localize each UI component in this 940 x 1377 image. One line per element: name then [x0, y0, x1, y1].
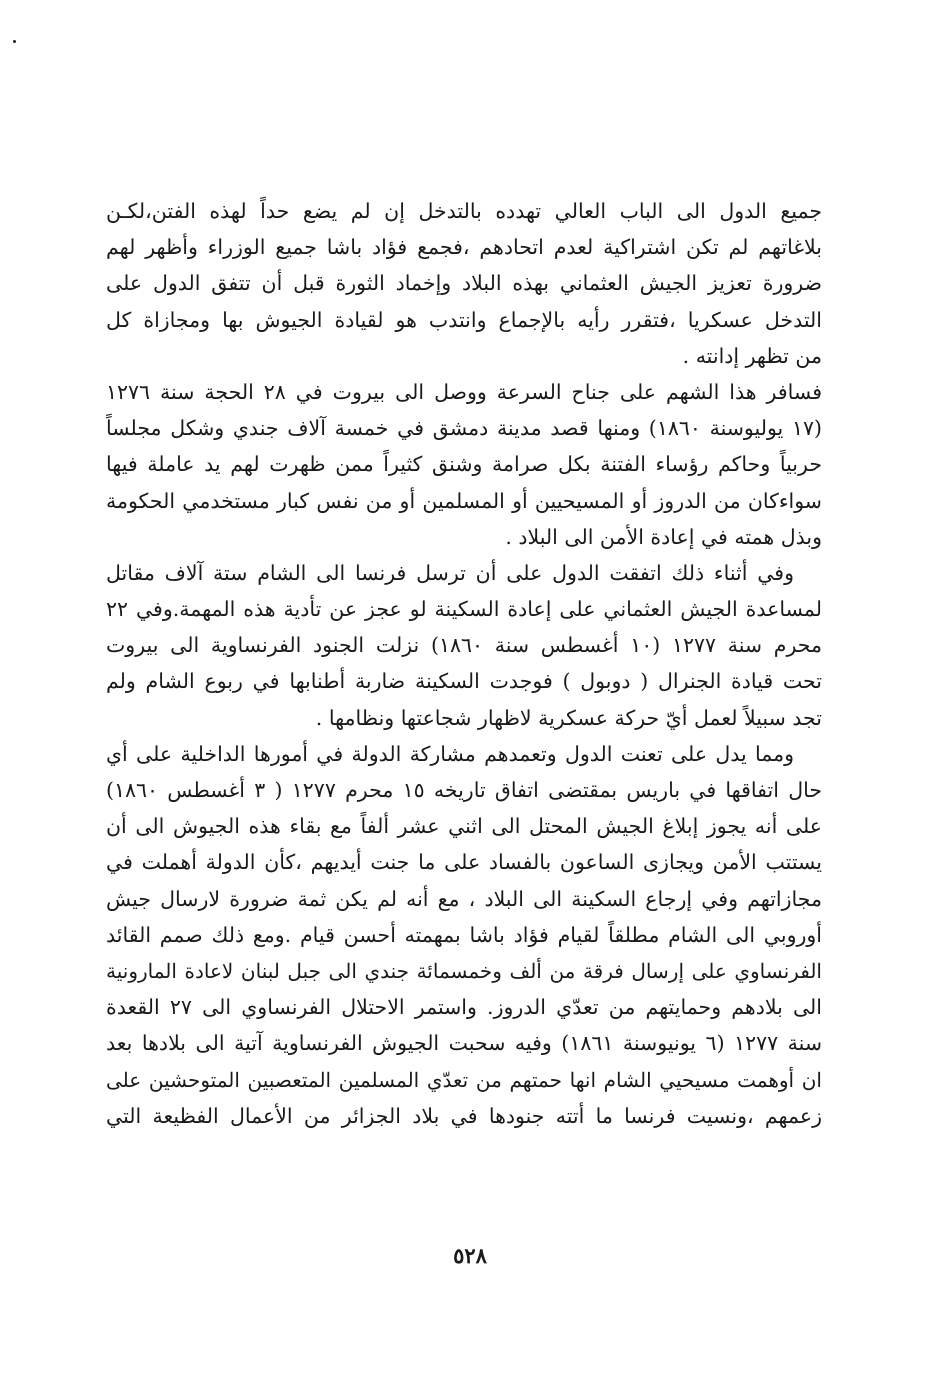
page-number: ٥٢٨	[453, 1243, 487, 1268]
text-line: لمساعدة الجيش العثماني على إعادة السكينة لو عجز عن تأدية هذه المهمة.وفي ٢٢	[106, 597, 822, 622]
text-line: أوروبي الى الشام مطلقاً لقيام فؤاد باشا بمهمته أحسن قيام .ومع ذلك صمم القائد	[106, 922, 822, 947]
text-line: على أنه يجوز إبلاغ الجيش المحتل الى اثني عشر ألفاً مع بقاء هذه الجيوش الى أن	[106, 814, 822, 839]
scan-speck	[13, 40, 16, 43]
text-line: الى بلادهم وحمايتهم من تعدّي الدروز. واستمر الاحتلال الفرنساوي الى ٢٧ القعدة	[106, 995, 822, 1020]
text-line: حربياً وحاكم رؤساء الفتنة بكل صرامة وشنق كثيراً ممن ظهرت لهم يد عاملة فيها	[106, 452, 822, 477]
body-text	[106, 193, 822, 1134]
text-line: من تظهر إدانته .	[682, 343, 822, 368]
text-line: التدخل عسكريا ،فتقرر رأيه بالإجماع وانتدب هو لقيادة الجيوش بها ومجازاة كل	[106, 307, 822, 332]
text-line: يستتب الأمن ويجازى الساعون بالفساد على ما جنت أيديهم ،كأن الدولة أهملت في	[106, 850, 822, 875]
text-line: تجد سبيلاً لعمل أيّ حركة عسكرية لاظهار شجاعتها ونظامها .	[315, 705, 822, 730]
text-line: زعمهم ،ونسيت فرنسا ما أتته جنودها في بلاد الجزائر من الأعمال الفظيعة التي	[106, 1103, 822, 1128]
text-line: ومما يدل على تعنت الدول وتعمدهم مشاركة الدولة في أمورها الداخلية على أي	[106, 741, 794, 766]
text-line: وبذل همته في إعادة الأمن الى البلاد .	[505, 524, 822, 549]
text-line: بلاغاتهم لم تكن اشتراكية لعدم اتحادهم ،فجمع فؤاد باشا جميع الوزراء وأظهر لهم	[106, 235, 822, 260]
text-line: فسافر هذا الشهم على جناح السرعة ووصل الى بيروت في ٢٨ الحجة سنة ١٢٧٦	[106, 379, 822, 404]
text-line: حال اتفاقها في باريس بمقتضى اتفاق تاريخه ١٥ محرم ١٢٧٧ ( ٣ أغسطس ١٨٦٠)	[106, 778, 822, 802]
text-line: جميع الدول الى الباب العالي تهدده بالتدخل إن لم يضع حداً لهذه الفتن،لكـن	[106, 199, 822, 223]
text-line: وفي أثناء ذلك اتفقت الدول على أن ترسل فرنسا الى الشام ستة آلاف مقاتل	[106, 560, 794, 585]
text-line: مجازاتهم وفي إرجاع السكينة الى البلاد ، مع أنه لم يكن ثمة ضرورة لارسال جيش	[106, 886, 822, 911]
text-line: (١٧ يوليوسنة ١٨٦٠) ومنها قصد مدينة دمشق في خمسة آلاف جندي وشكل مجلساً	[106, 416, 822, 441]
text-line: الفرنساوي على إرسال فرقة من ألف وخمسمائة جندي الى جبل لبنان لاعادة المارونية	[106, 958, 822, 983]
text-line: ضرورة تعزيز الجيش العثماني بهذه البلاد وإخماد الثورة قبل أن تتفق الدول على	[106, 271, 822, 296]
text-line: سواءكان من الدروز أو المسيحيين أو المسلمين أو من نفس كبار مستخدمي الحكومة	[106, 488, 822, 513]
text-line: محرم سنة ١٢٧٧ (١٠ أغسطس سنة ١٨٦٠) نزلت الجنود الفرنساوية الى بيروت	[106, 633, 822, 658]
text-line: ان أوهمت مسيحيي الشام انها حمتهم من تعدّي المسلمين المتعصبين المتوحشين على	[106, 1067, 822, 1092]
text-line: سنة ١٢٧٧ (٦ يونيوسنة ١٨٦١) وفيه سحبت الجيوش الفرنساوية آتية الى بلادها بعد	[106, 1031, 822, 1056]
text-line: تحت قيادة الجنرال ( دوبول ) فوجدت السكينة ضاربة أطنابها في ربوع الشام ولم	[106, 669, 822, 694]
